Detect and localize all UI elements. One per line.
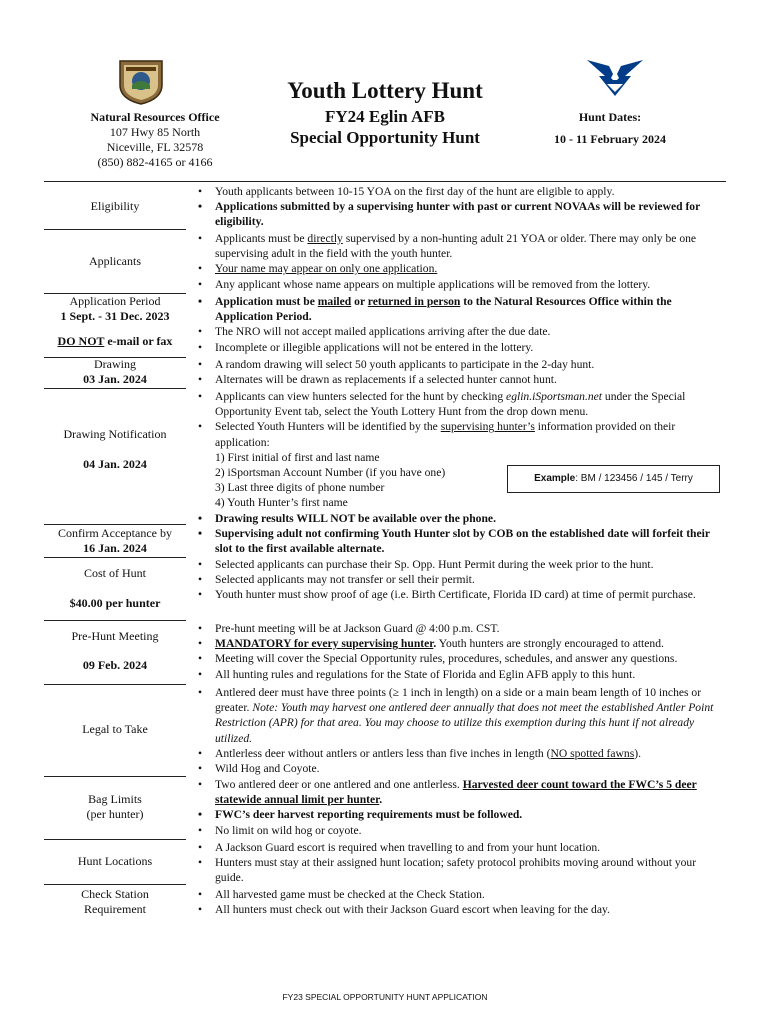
text-run: Harvested deer count toward the FWC’s 5 deer statewide annual limit per hunter xyxy=(215,778,697,807)
office-phone: (850) 882-4165 or 4166 xyxy=(97,155,213,169)
application-period-label: Application Period xyxy=(69,294,161,308)
row-label-drawing-notification xyxy=(44,427,186,472)
list-item: • Youth applicants between 10-15 YOA on the first day of the hunt are eligible to apply. xyxy=(196,184,724,199)
office-address-line: Niceville, FL 32578 xyxy=(106,140,204,154)
cost-price: $40.00 per hunter xyxy=(69,596,161,610)
bag-label-sub: (per hunter) xyxy=(86,807,144,821)
drawing-date: 03 Jan. 2024 xyxy=(83,372,147,386)
confirm-list xyxy=(196,526,724,556)
list-item: • Hunters must stay at their assigned hunt location; safety protocol prohibits moving around without your guide. xyxy=(196,855,724,885)
office-name: Natural Resources Office xyxy=(90,110,220,124)
row-label-check-station xyxy=(44,887,186,917)
list-item xyxy=(196,389,724,419)
eligibility-list xyxy=(196,184,724,230)
text-run: Applicants must be xyxy=(215,232,308,245)
row-label-application-period xyxy=(44,294,186,349)
list-item: • Any applicant whose name appears on multiple applications will be removed from the lottery. xyxy=(196,277,724,292)
text-run: information provided on their application: xyxy=(215,420,676,449)
text-run: Note: Youth may harvest one antlered deer annually that does not meet the established Antler Point Restriction (APR) for that area. You may choose to utilize this exemption during this hunt if not already utilized. xyxy=(215,701,714,745)
table-divider xyxy=(44,181,726,182)
list-item xyxy=(196,231,724,261)
list-item: • All harvested game must be checked at the Check Station. xyxy=(196,887,724,902)
text-run: Selected Youth Hunters will be identified by the xyxy=(215,420,441,434)
text-run: MANDATORY for every supervising hunter xyxy=(215,637,434,651)
table-divider xyxy=(44,229,186,230)
page-footer: FY23 SPECIAL OPPORTUNITY HUNT APPLICATION xyxy=(282,992,488,1002)
bag-label: Bag Limits xyxy=(88,792,142,806)
cost-label: Cost of Hunt xyxy=(83,566,146,580)
list-item: • Meeting will cover the Special Opportunity rules, procedures, schedules, and answer any questions. xyxy=(196,651,724,666)
row-label-hunt-locations: Hunt Locations xyxy=(77,854,153,868)
list-item: • Wild Hog and Coyote. xyxy=(196,761,724,776)
bag-list xyxy=(196,777,724,838)
drawing-notification-date: 04 Jan. 2024 xyxy=(83,457,147,471)
list-item xyxy=(196,636,724,651)
table-divider xyxy=(44,557,186,558)
page-subtitle-2: Special Opportunity Hunt xyxy=(290,128,480,147)
office-address-line: 107 Hwy 85 North xyxy=(109,125,201,139)
text-run: supervising hunter’s xyxy=(440,420,535,434)
locations-list xyxy=(196,840,724,886)
text-run: Youth hunters are strongly encouraged to attend. xyxy=(436,637,664,651)
row-label-cost xyxy=(44,566,186,611)
check-label-sub: Requirement xyxy=(84,902,146,916)
drawing-list xyxy=(196,357,724,387)
example-value: : BM / 123456 / 145 / Terry xyxy=(575,473,693,484)
text-run: NO spotted fawns xyxy=(550,746,635,760)
office-address-block xyxy=(80,110,230,170)
list-item: 4) Youth Hunter’s first name xyxy=(215,496,348,510)
hunt-dates: 10 - 11 February 2024 xyxy=(554,132,666,146)
text-run: returned in person xyxy=(367,295,461,308)
example-box xyxy=(507,465,720,493)
list-item: • All hunters must check out with their Jackson Guard escort when leaving for the day. xyxy=(196,902,724,917)
table-divider xyxy=(44,620,186,621)
list-item: • No limit on wild hog or coyote. xyxy=(196,823,724,838)
row-label-applicants: Applicants xyxy=(89,254,141,268)
list-item: • A random drawing will select 50 youth applicants to participate in the 2-day hunt. xyxy=(196,357,724,372)
text-run: eglin.iSportsman.net xyxy=(506,390,603,403)
text-run: . xyxy=(433,637,437,651)
list-item: • Pre-hunt meeting will be at Jackson Guard @ 4:00 p.m. CST. xyxy=(196,621,724,636)
list-item: • Youth hunter must show proof of age (i.e. Birth Certificate, Florida ID card) at time of permit purchase. xyxy=(196,587,724,602)
list-item xyxy=(196,685,724,746)
table-divider xyxy=(44,388,186,389)
application-period-dates: 1 Sept. - 31 Dec. 2023 xyxy=(60,309,170,323)
list-item: 2) iSportsman Account Number (if you have one) xyxy=(215,466,446,480)
text-run: mailed xyxy=(317,295,352,308)
check-list xyxy=(196,887,724,917)
cost-list xyxy=(196,557,724,603)
list-item: • Selected applicants may not transfer or sell their permit. xyxy=(196,572,724,587)
text-run: or xyxy=(351,295,368,308)
row-label-eligibility: Eligibility xyxy=(90,199,140,213)
drawing-notification-list xyxy=(196,389,724,526)
list-item xyxy=(196,294,724,324)
text-run: Application must be xyxy=(215,295,318,308)
legal-list xyxy=(196,685,724,776)
table-divider xyxy=(44,524,186,525)
page-title: Youth Lottery Hunt xyxy=(287,78,483,103)
text-run: ). xyxy=(634,746,641,760)
check-label: Check Station xyxy=(81,887,149,901)
prehunt-list xyxy=(196,621,724,682)
text-run: Antlerless deer without antlers or antlers less than five inches in length ( xyxy=(215,746,551,760)
table-divider xyxy=(44,776,186,777)
prehunt-date: 09 Feb. 2024 xyxy=(82,658,148,672)
applicants-list xyxy=(196,231,724,292)
list-item: • Supervising adult not confirming Youth Hunter slot by COB on the established date will forfeit their slot to the first available alternate. xyxy=(196,526,724,556)
text-run: e-mail or fax xyxy=(104,334,173,348)
confirm-date: 16 Jan. 2024 xyxy=(83,541,147,555)
text-run: under the Special Opportunity Event tab, select the Youth Lottery Hunt from the drop down menu. xyxy=(215,390,686,419)
text-run: supervised by a non-hunting adult 21 YOA or older. There may only be one supervising adult in the field with the youth hunter. xyxy=(215,232,697,261)
prehunt-label: Pre-Hunt Meeting xyxy=(71,629,159,643)
list-item: 1) First initial of first and last name xyxy=(215,450,380,464)
list-item: • The NRO will not accept mailed applications arriving after the due date. xyxy=(196,324,724,339)
confirm-label: Confirm Acceptance by xyxy=(58,526,172,540)
row-label-pre-hunt xyxy=(44,629,186,673)
text-run: Antlered deer must have three points (≥ 1 inch in length) on a side or a main beam length of 10 inches or greater. xyxy=(215,686,702,715)
application-period-list xyxy=(196,294,724,355)
table-divider xyxy=(44,884,186,885)
row-label-legal: Legal to Take xyxy=(82,722,148,736)
row-label-confirm-acceptance xyxy=(44,526,186,556)
list-item xyxy=(196,419,724,449)
table-divider xyxy=(44,684,186,685)
example-label: Example xyxy=(534,473,576,484)
list-item: • Alternates will be drawn as replacements if a selected hunter cannot hunt. xyxy=(196,372,724,387)
list-item: • Applications submitted by a supervising hunter with past or current NOVAAs will be reviewed for eligibility. xyxy=(196,199,724,229)
no-email-note xyxy=(44,334,186,349)
drawing-notification-label: Drawing Notification xyxy=(63,427,167,441)
air-force-symbol-icon xyxy=(587,56,643,98)
text-run: DO NOT xyxy=(57,334,105,348)
list-item: • Selected applicants can purchase their Sp. Opp. Hunt Permit during the week prior to the hunt. xyxy=(196,557,724,572)
natural-resources-seal-icon xyxy=(112,55,170,105)
row-label-drawing xyxy=(44,357,186,387)
text-run: to the Natural Resources Office within the Application Period. xyxy=(215,295,672,324)
text-run: Two antlered deer or one antlered and one antlerless. xyxy=(215,778,463,791)
text-run: Applicants can view hunters selected for the hunt by checking xyxy=(215,390,507,403)
list-item: • Your name may appear on only one application. xyxy=(196,261,724,276)
list-item: • Incomplete or illegible applications will not be entered in the lottery. xyxy=(196,340,724,355)
list-item: • FWC’s deer harvest reporting requirements must be followed. xyxy=(196,807,724,822)
list-item: • Drawing results WILL NOT be available over the phone. xyxy=(196,511,724,526)
list-item: • A Jackson Guard escort is required when travelling to and from your hunt location. xyxy=(196,840,724,855)
drawing-label: Drawing xyxy=(94,357,136,371)
text-run: . xyxy=(379,793,383,807)
list-item xyxy=(196,777,724,807)
text-run: directly xyxy=(307,232,343,245)
row-label-bag-limits xyxy=(44,792,186,822)
list-item: • All hunting rules and regulations for the State of Florida and Eglin AFB apply to this hunt. xyxy=(196,667,724,682)
table-divider xyxy=(44,839,186,840)
hunt-dates-label: Hunt Dates: xyxy=(578,110,642,124)
list-item: 3) Last three digits of phone number xyxy=(215,481,385,495)
page-subtitle: FY24 Eglin AFB xyxy=(325,107,445,126)
list-item xyxy=(196,746,724,761)
